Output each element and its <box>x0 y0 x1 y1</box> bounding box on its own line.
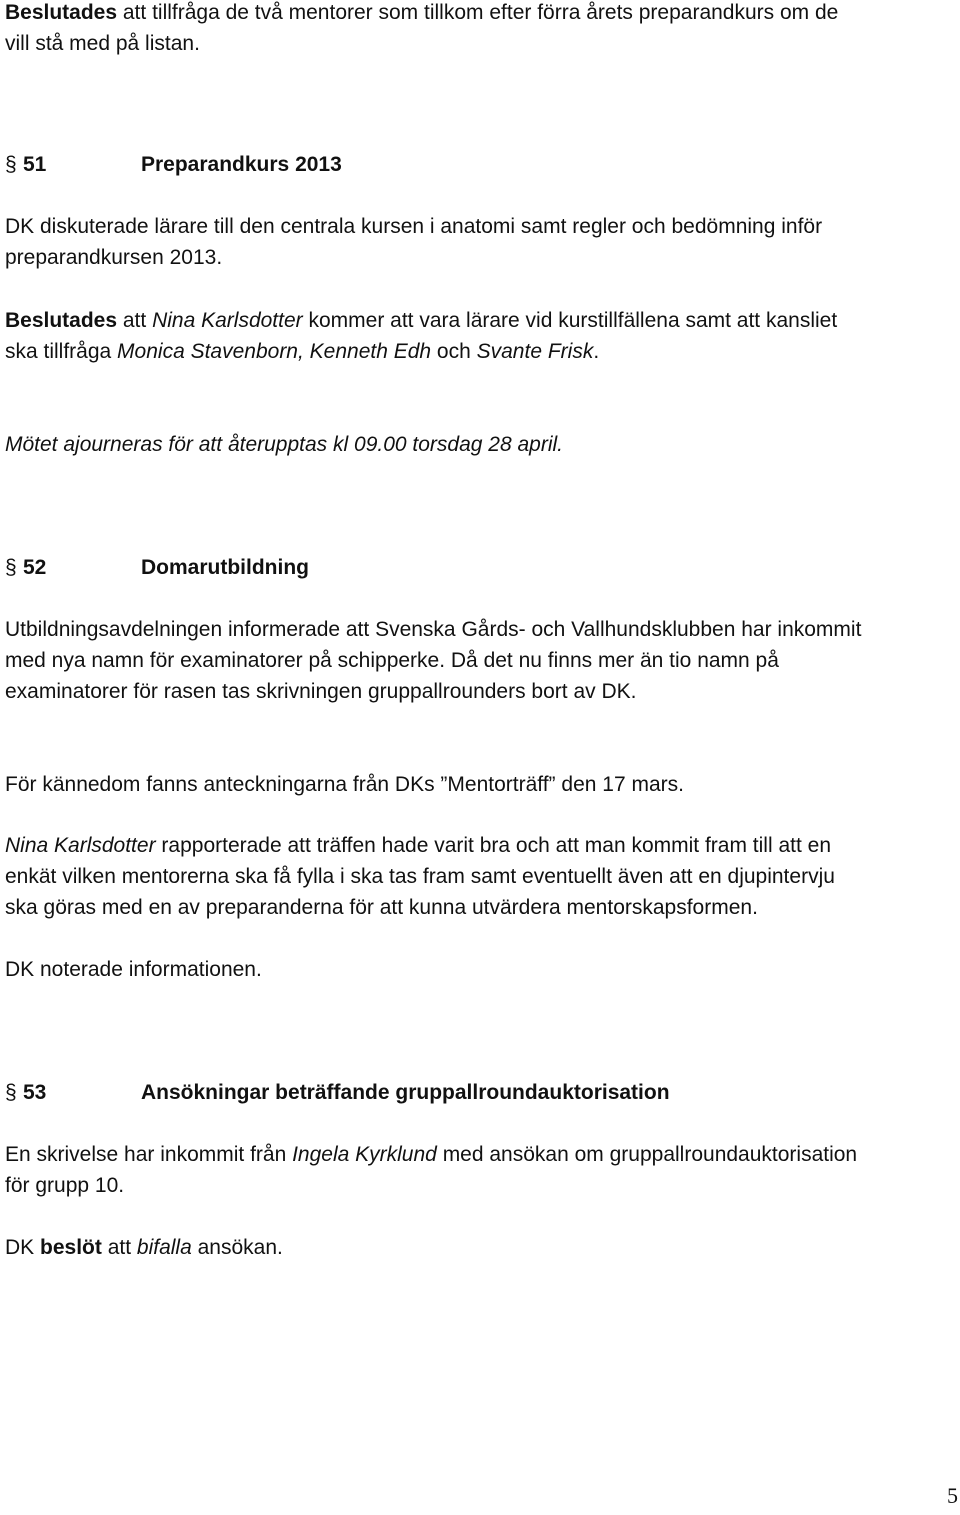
italic-bifalla: bifalla <box>136 1236 192 1259</box>
paragraph-meeting-adjourned: Mötet ajourneras för att återupptas kl 09.00 torsdag 28 april. <box>5 433 563 456</box>
text-span: att <box>101 1236 137 1259</box>
text-span: En skrivelse har inkommit från <box>5 1143 293 1166</box>
text-span: ansökan. <box>191 1236 283 1259</box>
section-52-heading <box>5 555 905 581</box>
section-number: 52 <box>23 556 47 579</box>
section-title: Domarutbildning <box>141 556 309 579</box>
section-51-heading <box>5 152 905 178</box>
section-title: Preparandkurs 2013 <box>141 153 342 176</box>
section-53-heading <box>5 1080 905 1106</box>
paragraph-report-line-2: enkät vilken mentorerna ska få fylla i ska tas fram samt eventuellt även att en djupintervju <box>5 865 835 888</box>
section-sign: § <box>5 1081 17 1104</box>
person-name: Svante Frisk <box>476 340 594 363</box>
paragraph-education-line-2: med nya namn för examinatorer på schipperke. Då det nu finns mer än tio namn på <box>5 649 779 672</box>
bold-beslutades: Beslutades <box>5 1 118 24</box>
bold-beslot: beslöt <box>40 1236 102 1259</box>
bold-beslutades: Beslutades <box>5 309 118 332</box>
text-span: kommer att vara lärare vid kurstillfällena samt att kansliet <box>302 309 838 332</box>
paragraph-report-line-1 <box>5 833 831 859</box>
paragraph-education-line-3: examinatorer för rasen tas skrivningen gruppallrounders bort av DK. <box>5 680 637 703</box>
paragraph-application-line-1 <box>5 1142 857 1168</box>
paragraph-dk-decision <box>5 1235 283 1261</box>
text-span: att tillfråga de två mentorer som tillkom efter förra årets preparandkurs om de <box>117 1 839 24</box>
person-name: Nina Karlsdotter <box>152 309 303 332</box>
paragraph-decision-teacher-line-1 <box>5 308 837 334</box>
section-number: 51 <box>23 153 47 176</box>
page-number: 5 <box>947 1483 958 1508</box>
text-span: med ansökan om gruppallroundauktorisation <box>436 1143 858 1166</box>
text-span: rapporterade att träffen hade varit bra och att man kommit fram till att en <box>155 834 832 857</box>
text-span: att <box>117 309 153 332</box>
person-name: Ingela Kyrklund <box>292 1143 437 1166</box>
paragraph-mentor-notes: För kännedom fanns anteckningarna från DKs ”Mentorträff” den 17 mars. <box>5 773 684 796</box>
section-number: 53 <box>23 1081 47 1104</box>
paragraph-decision-mentors-line-1 <box>5 0 838 26</box>
person-names: Monica Stavenborn, Kenneth Edh <box>117 340 432 363</box>
person-name: Nina Karlsdotter <box>5 834 156 857</box>
text-span: . <box>593 340 600 363</box>
paragraph-dk-discussed-line-2: preparandkursen 2013. <box>5 246 223 269</box>
paragraph-dk-noted: DK noterade informationen. <box>5 958 262 981</box>
section-title: Ansökningar beträffande gruppallroundauktorisation <box>141 1081 670 1104</box>
text-span: DK <box>5 1236 41 1259</box>
paragraph-report-line-3: ska göras med en av preparanderna för att kunna utvärdera mentorskapsformen. <box>5 896 758 919</box>
text-span: ska tillfråga <box>5 340 118 363</box>
paragraph-dk-discussed-line-1: DK diskuterade lärare till den centrala kursen i anatomi samt regler och bedömning inför <box>5 215 823 238</box>
paragraph-education-line-1: Utbildningsavdelningen informerade att Svenska Gårds- och Vallhundsklubben har inkommit <box>5 618 862 641</box>
paragraph-decision-teacher-line-2 <box>5 339 599 365</box>
text-span: och <box>431 340 477 363</box>
section-sign: § <box>5 153 17 176</box>
paragraph-decision-mentors-line-2: vill stå med på listan. <box>5 32 200 55</box>
paragraph-application-line-2: för grupp 10. <box>5 1174 125 1197</box>
section-sign: § <box>5 556 17 579</box>
